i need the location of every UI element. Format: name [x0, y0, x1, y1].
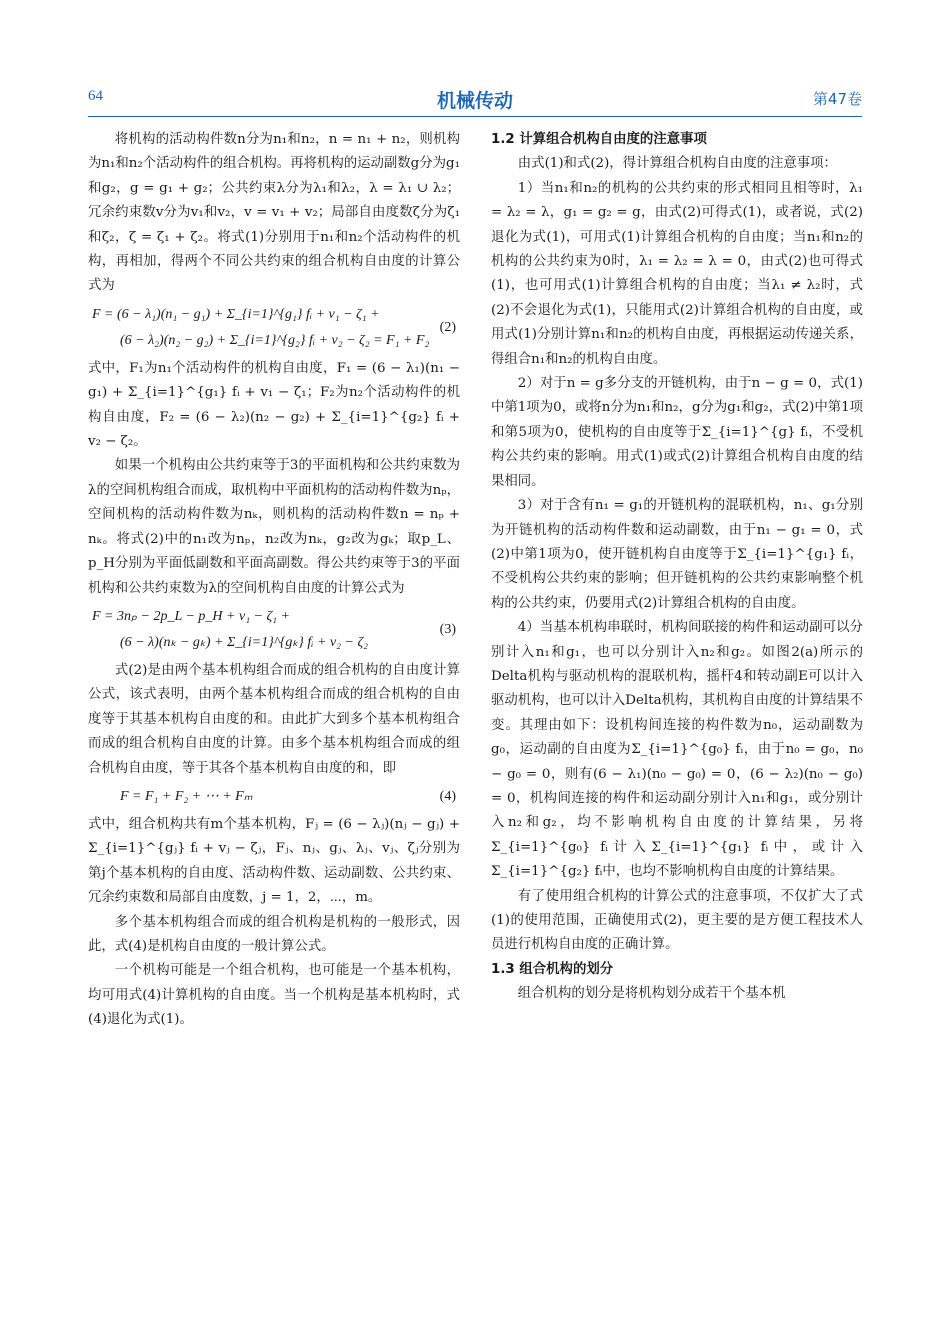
paragraph: 式中，F₁为n₁个活动构件的机构自由度，F₁ = (6 − λ₁)(n₁ − g₁) + Σ_{i=1}^{g₁} fᵢ + v₁ − ζ₁；F₂为n₂个活动构件的机构自由度，F₂ = (6 − λ₂)(n₂ − g₂) + Σ_{i=1}^{g₂} fᵢ + v₂ − ζ₂。	[88, 360, 460, 450]
paragraph: 式(2)是由两个基本机构组合而成的组合机构的自由度计算公式，该式表明，由两个基本机构组合而成的组合机构的自由度等于其基本机构自由度的和。由此扩大到多个基本机构组合而成的组合机构自由度的计算。由多个基本机构组合而成的组合机构自由度，等于其各个基本机构自由度的和，即	[88, 662, 460, 776]
volume-label: 第47卷	[812, 90, 862, 108]
journal-title: 机械传动	[436, 90, 513, 112]
paragraph: 4）当基本机构串联时，机构间联接的构件和运动副可以分别计入n₁和g₁，也可以分别计入n₂和g₂。如图2(a)所示的Delta机构与驱动机构的混联机构，摇杆4和转动副E可以计入驱动机构，也可以计入Delta机构，其机构自由度的计算结果不变。其理由如下：设机构间连接的构件数为n₀，运动副数为g₀，运动副的自由度为Σ_{i=1}^{g₀} fᵢ，由于n₀ = g₀，n₀ − g₀ = 0，则有(6 − λ₁)(n₀ − g₀) = 0，(6 − λ₂)(n₀ − g₀) = 0，机构间连接的构件和运动副分别计入n₁和g₁，或分别计入n₂和g₂，均不影响机构自由度的计算结果，另将Σ_{i=1}^{g₀} fᵢ计入Σ_{i=1}^{g₁} fᵢ中，或计入Σ_{i=1}^{g₂} fᵢ中，也均不影响机构自由度的计算结果。	[491, 620, 863, 880]
equation-line: F = (6 − λ₁)(n₁ − g₁) + Σ_{i=1}^{g₁} fᵢ + v₁ − ζ₁ +	[92, 306, 380, 322]
section-heading-1-2: 1.2 计算组合机构自由度的注意事项	[491, 132, 707, 147]
equation-3	[88, 604, 460, 656]
equation-line: (6 − λ)(nₖ − gₖ) + Σ_{i=1}^{gₖ} fᵢ + v₂ − ζ₂	[120, 634, 369, 650]
paragraph: 3）对于含有n₁ = g₁的开链机构的混联机构，n₁、g₁分别为开链机构的活动构件数和运动副数，由于n₁ − g₁ = 0，式(2)中第1项为0，使开链机构自由度等于Σ_{i=1}^{g₁} fᵢ，不受机构公共约束的影响；但开链机构的公共约束影响整个机构的公共约束，仍要用式(2)计算组合机构的自由度。	[491, 498, 863, 611]
paragraph: 将机构的活动构件数n分为n₁和n₂，n = n₁ + n₂，则机构为n₁和n₂个活动构件的组合机构。再将机构的运动副数g分为g₁和g₂，g = g₁ + g₂；公共约束λ分为λ₁和λ₂，λ = λ₁ ∪ λ₂；冗余约束数v分为v₁和v₂，v = v₁ + v₂；局部自由度数ζ分为ζ₁和ζ₂，ζ = ζ₁ + ζ₂。将式(1)分别用于n₁和n₂个活动构件的机构，再相加，得两个不同公共约束的组合机构自由度的计算公式为	[88, 132, 460, 294]
paragraph: 由式(1)和式(2)，得计算组合机构自由度的注意事项：	[517, 156, 837, 172]
equation-line: F = 3nₚ − 2p_L − p_H + v₁ − ζ₁ +	[92, 608, 290, 624]
header-rule	[88, 116, 862, 117]
equation-line: (6 − λ₂)(n₂ − g₂) + Σ_{i=1}^{g₂} fᵢ + v₂ − ζ₂ = F₁ + F₂	[120, 332, 430, 348]
paragraph: 式中，组合机构共有m个基本机构，Fⱼ = (6 − λⱼ)(nⱼ − gⱼ) + Σ_{i=1}^{gⱼ} fᵢ + vⱼ − ζⱼ，Fⱼ、nⱼ、gⱼ、λⱼ、vⱼ、ζⱼ分别为第j个基本机构的自由度、活动构件数、运动副数、公共约束、冗余约束数和局部自由度数，j = 1，2，⋯，m。	[88, 816, 460, 906]
equation-number: (2)	[439, 319, 456, 335]
page-number: 64	[88, 88, 103, 104]
left-column	[88, 128, 460, 1248]
equation-number: (4)	[439, 788, 456, 804]
page-header	[88, 86, 862, 116]
equation-number: (3)	[439, 621, 456, 637]
equation-line: F = F₁ + F₂ + ⋯ + Fₘ	[120, 788, 253, 804]
paragraph: 一个机构可能是一个组合机构，也可能是一个基本机构，均可用式(4)计算机构的自由度。当一个机构是基本机构时，式(4)退化为式(1)。	[88, 963, 460, 1028]
right-column	[491, 128, 863, 1248]
section-heading-1-3: 1.3 组合机构的划分	[491, 961, 614, 977]
paragraph: 1）当n₁和n₂的机构的公共约束的形式相同且相等时，λ₁ = λ₂ = λ，g₁ = g₂ = g，由式(2)可得式(1)，或者说，式(2)退化为式(1)，可用式(1)计算组合机构的自由度；当n₁和n₂的机构的公共约束为0时，λ₁ = λ₂ = λ = 0，由式(2)也可得式(1)，也可用式(1)计算组合机构的自由度；当λ₁ ≠ λ₂时，式(2)不会退化为式(1)，只能用式(2)计算组合机构的自由度，或用式(1)分别计算n₁和n₂的机构自由度，再根据运动传递关系，得组合n₁和n₂的机构自由度。	[491, 180, 863, 367]
paragraph: 多个基本机构组合而成的组合机构是机构的一般形式，因此，式(4)是机构自由度的一般计算公式。	[88, 914, 460, 954]
paragraph: 有了使用组合机构的计算公式的注意事项，不仅扩大了式(1)的使用范围，正确使用式(2)，更主要的是方便工程技术人员进行机构自由度的正确计算。	[491, 888, 863, 953]
paragraph: 组合机构的划分是将机构划分成若干个基本机	[517, 986, 786, 1002]
paragraph: 2）对于n = g多分支的开链机构，由于n − g = 0，式(1)中第1项为0，或将n分为n₁和n₂，g分为g₁和g₂，式(2)中第1项和第5项为0，使机构的自由度等于Σ_{i=1}^{g} fᵢ，不受机构公共约束的影响。用式(1)或式(2)计算组合机构自由度的结果相同。	[491, 376, 863, 489]
equation-2	[88, 302, 460, 354]
equation-4	[88, 784, 460, 810]
paragraph: 如果一个机构由公共约束等于3的平面机构和公共约束数为λ的空间机构组合而成，取机构中平面机构的活动构件数为nₚ，空间机构的活动构件数为nₖ，则机构的活动构件数n = nₚ + nₖ。将式(2)中的n₁改为nₚ，n₂改为nₖ，g₂改为gₖ；取p_L、p_H分别为平面低副数和平面高副数。得公共约束等于3的平面机构和公共约束数为λ的空间机构自由度的计算公式为	[88, 458, 460, 596]
